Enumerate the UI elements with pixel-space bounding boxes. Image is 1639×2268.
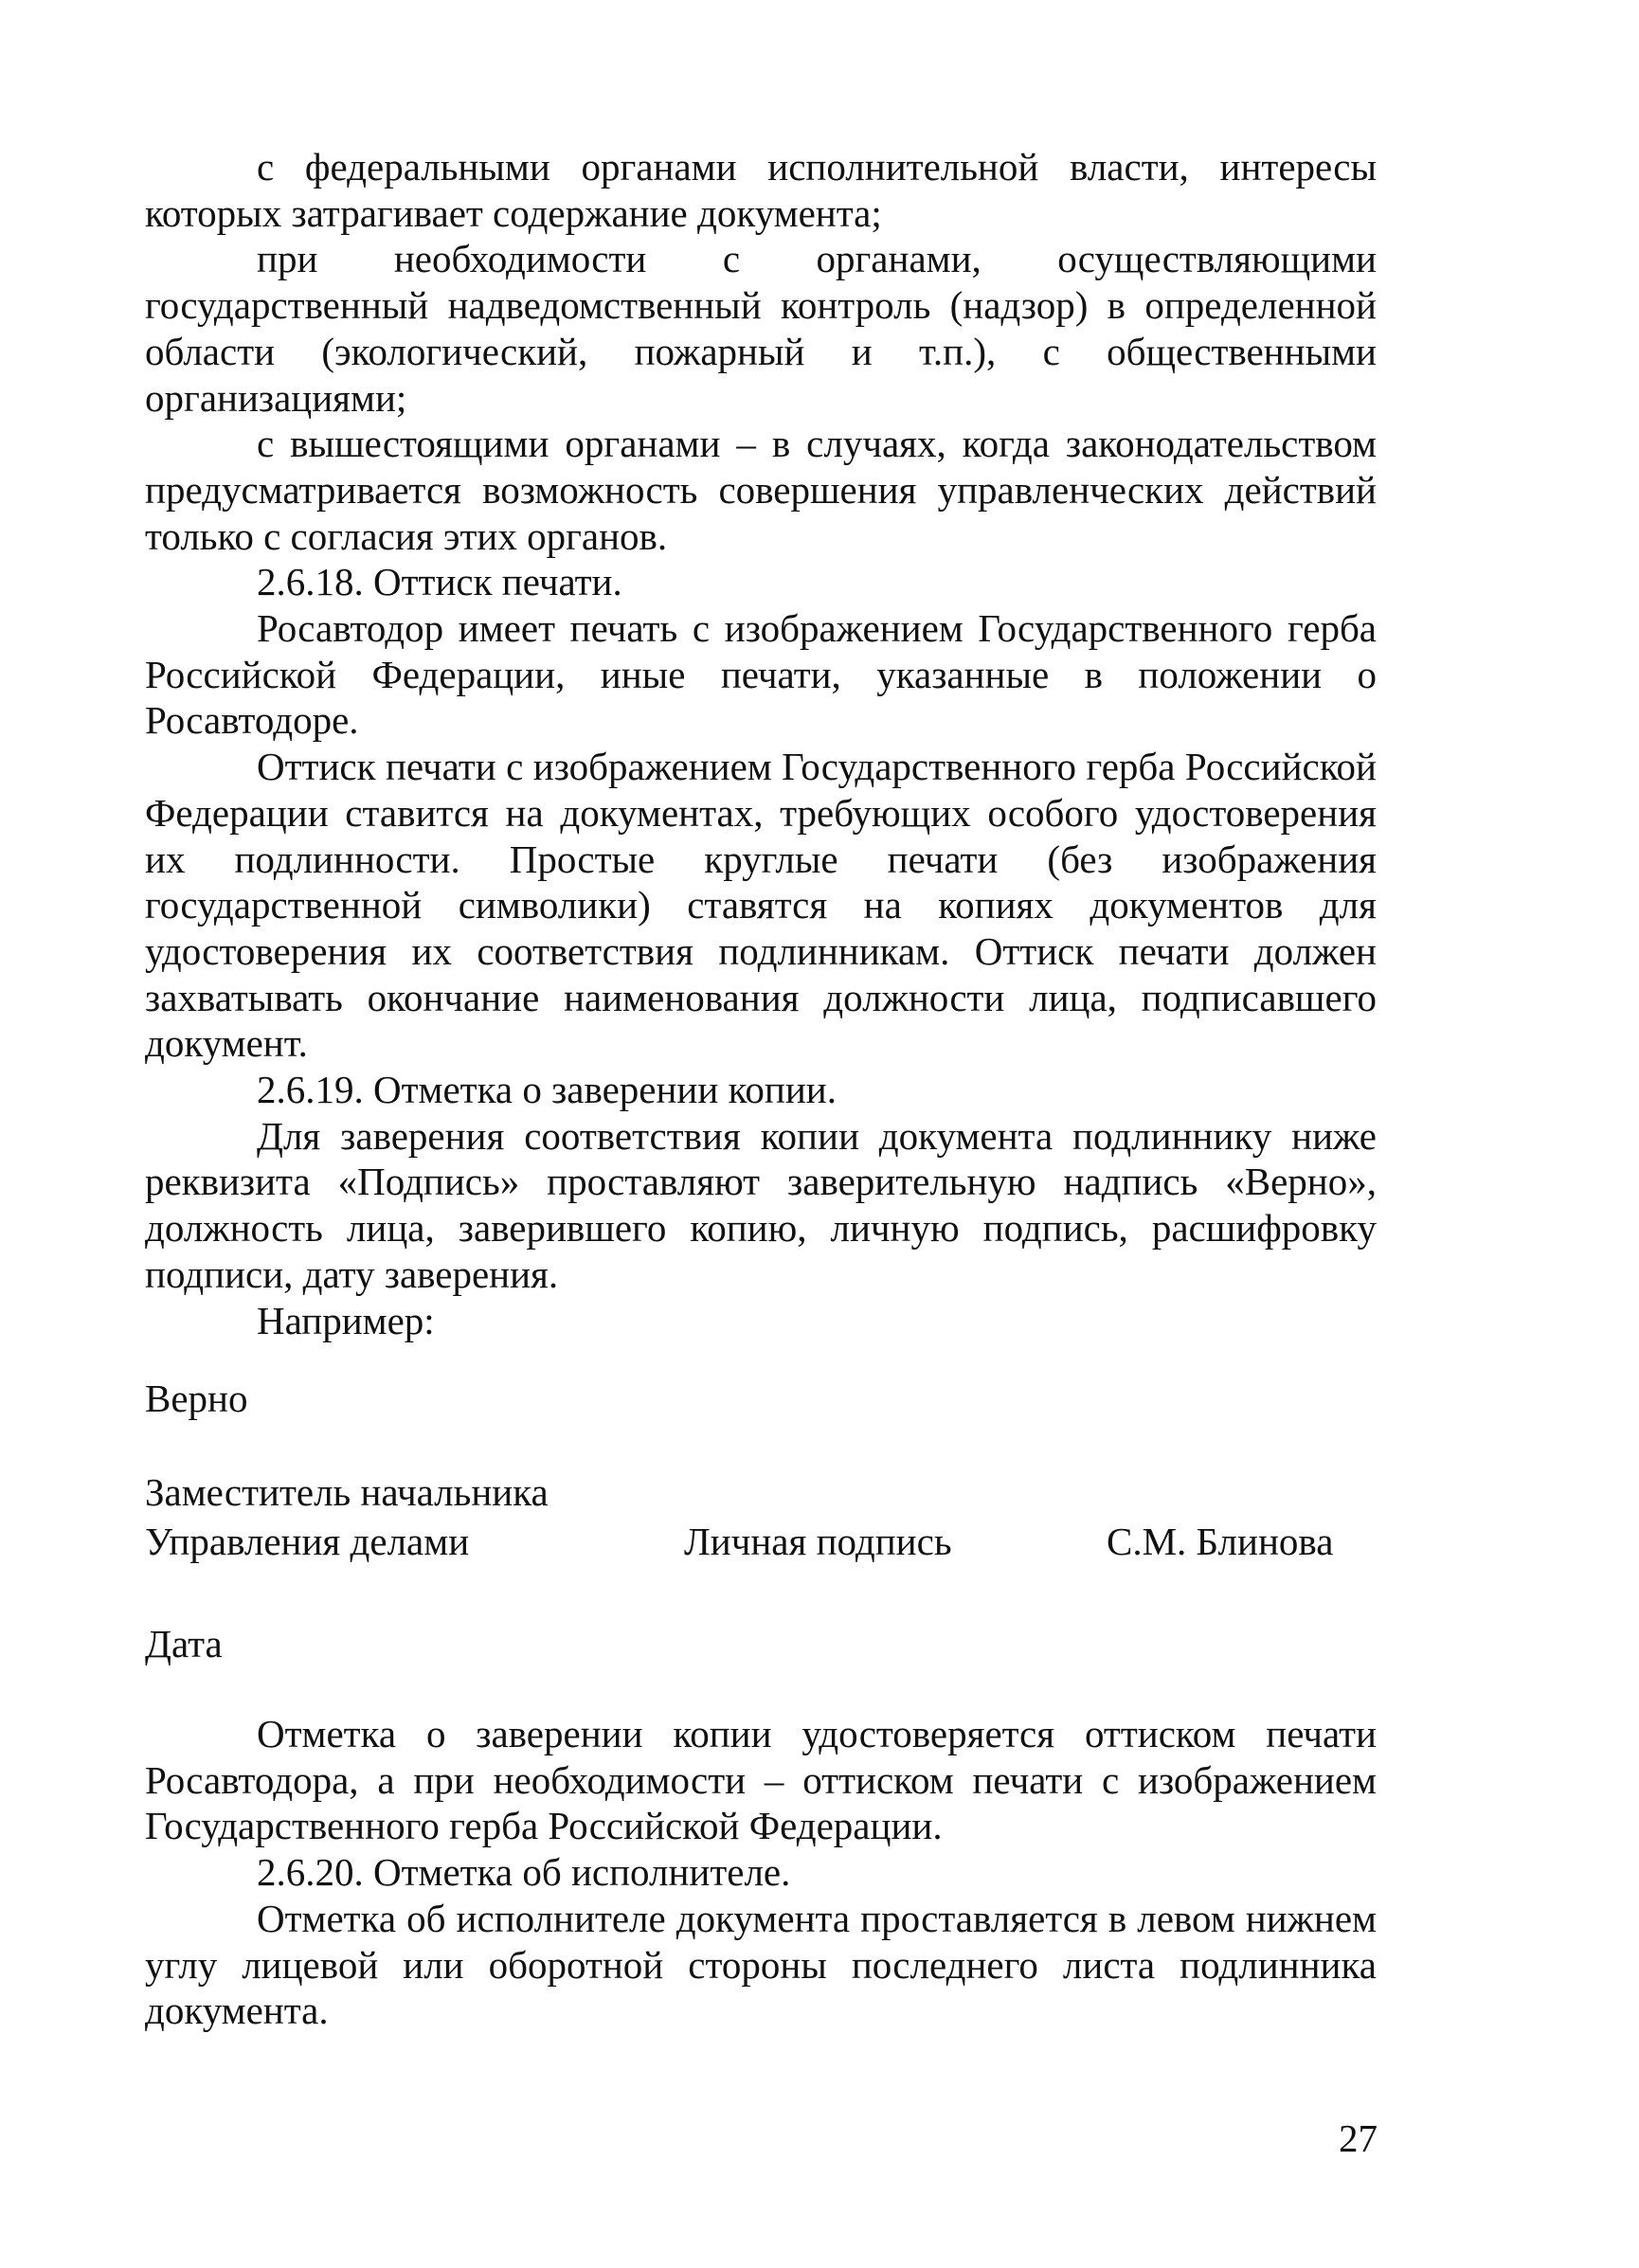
body-text-bottom [145,1711,1377,2034]
example-name: С.М. Блинова [1107,1520,1334,1563]
paragraph-federal-organs: с федеральными органами исполнительной власти, интересы которых затрагивает содержание документа; [145,145,1377,235]
paragraph-rosavtodor-seal: Росавтодор имеет печать с изображением Государственного герба Российской Федерации, иные печати, указанные в положении о Росавтодоре. [145,606,1377,743]
paragraph-supervision-organs: при необходимости с органами, осуществляющими государственный надведомственный контроль (надзор) в определенной области (экологический, пожарный и т.п.), с общественными организациями; [145,237,1377,420]
example-signature: Личная подпись [684,1520,952,1563]
paragraph-executor-mark: Отметка об исполнителе документа проставляется в левом нижнем углу лицевой или оборотной стороны последнего листа подлинника документа. [145,1896,1377,2033]
section-heading-2-6-19: 2.6.19. Отметка о заверении копии. [257,1068,837,1112]
page-number: 27 [1339,2116,1378,2160]
paragraph-certification-seal: Отметка о заверении копии удостоверяется оттиском печати Росавтодора, а при необходимости – оттиском печати с изображением Государственного герба Российской Федерации. [145,1712,1377,1848]
example-date: Дата [145,1622,223,1665]
example-verno: Верно [145,1377,248,1420]
paragraph-copy-certification: Для заверения соответствия копии документа подлиннику ниже реквизита «Подпись» проставляют заверительную надпись «Верно», должность лица, заверившего копию, личную подпись, расшифровку подписи, дату заверения. [145,1113,1377,1296]
body-text-top [145,144,1377,1343]
section-heading-2-6-18: 2.6.18. Оттиск печати. [257,560,622,604]
example-position-line2: Управления делами [145,1520,470,1563]
paragraph-seal-imprint: Оттиск печати с изображением Государственного герба Российской Федерации ставится на документах, требующих особого удостоверения их подлинности. Простые круглые печати (без изображения государственной символики) ставятся на копиях документов для удостоверения их соответствия подлинникам. Оттиск печати должен захватывать окончание наименования должности лица, подписавшего документ. [145,745,1377,1066]
paragraph-higher-organs: с вышестоящими органами – в случаях, когда законодательством предусматривается возможность совершения управленческих действий только с согласия этих органов. [145,422,1377,558]
section-heading-2-6-20: 2.6.20. Отметка об исполнителе. [257,1850,791,1895]
paragraph-example-intro: Например: [257,1298,435,1342]
example-position-line1: Заместитель начальника [145,1470,549,1514]
